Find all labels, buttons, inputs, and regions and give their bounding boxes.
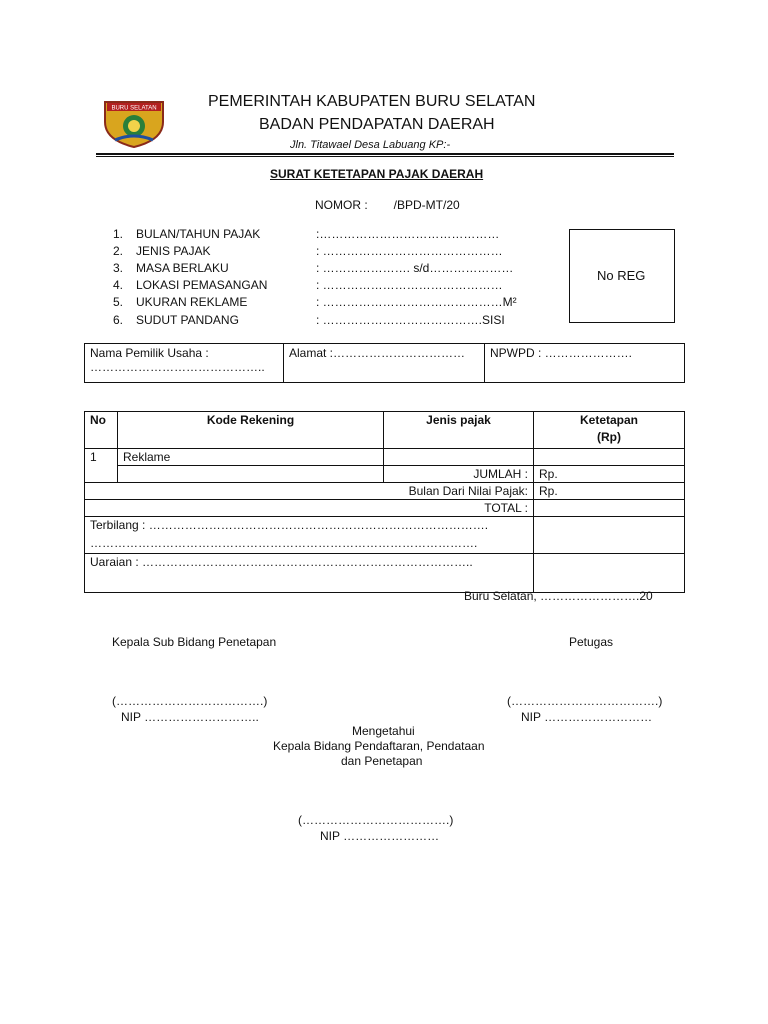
header-divider-thin bbox=[96, 156, 674, 157]
info-label: LOKASI PEMASANGAN bbox=[136, 278, 268, 292]
header-divider bbox=[96, 153, 674, 155]
kepala-bidang-title-cont: dan Penetapan bbox=[341, 754, 423, 768]
owner-name-label: Nama Pemilik Usaha : bbox=[90, 346, 209, 360]
signature-bottom: (……………………………….) bbox=[298, 813, 454, 827]
bulan-label: Bulan Dari Nilai Pajak: bbox=[85, 483, 534, 500]
terbilang-value bbox=[534, 517, 685, 554]
header-ketetapan bbox=[534, 412, 685, 449]
table-row bbox=[85, 517, 685, 554]
info-number: 1. bbox=[113, 227, 124, 241]
owner-npwpd-cell: NPWPD : …………………. bbox=[485, 344, 685, 383]
owner-table bbox=[84, 343, 685, 383]
jumlah-rp: Rp. bbox=[534, 466, 685, 483]
terbilang-cell bbox=[85, 517, 534, 554]
agency-name: BADAN PENDAPATAN DAERAH bbox=[259, 116, 495, 133]
info-label: MASA BERLAKU bbox=[136, 261, 229, 275]
table-row bbox=[85, 483, 685, 500]
row-ketetapan bbox=[534, 449, 685, 466]
nomor-value: /BPD-MT/20 bbox=[393, 198, 460, 212]
info-number: 2. bbox=[113, 244, 124, 258]
info-label: JENIS PAJAK bbox=[136, 244, 211, 258]
info-value: : ……………………………………… bbox=[316, 278, 503, 292]
jumlah-label: JUMLAH : bbox=[384, 466, 534, 483]
uraian-cell: Uaraian : ……………………………………………………………………….. bbox=[85, 554, 534, 593]
mengetahui-label: Mengetahui bbox=[352, 724, 415, 738]
government-name: PEMERINTAH KABUPATEN BURU SELATAN bbox=[208, 93, 536, 110]
info-number: 3. bbox=[113, 261, 124, 275]
info-number: 6. bbox=[113, 313, 124, 327]
kepala-bidang-title: Kepala Bidang Pendaftaran, Pendataan bbox=[273, 739, 485, 753]
total-value bbox=[534, 500, 685, 517]
place-date: Buru Selatan, …………………….20 bbox=[464, 589, 653, 603]
header-kode-rekening: Kode Rekening bbox=[118, 412, 384, 449]
row-kode: Reklame bbox=[118, 449, 384, 466]
nip-right: NIP ……………………… bbox=[521, 710, 653, 724]
info-value: : ……………………………………… bbox=[316, 244, 503, 258]
info-value: : …………………. s/d………………… bbox=[316, 261, 514, 275]
row-kode bbox=[118, 466, 384, 483]
info-number: 4. bbox=[113, 278, 124, 292]
row-no: 1 bbox=[85, 449, 118, 483]
nip-left: NIP ……………………….. bbox=[121, 710, 259, 724]
header-rp-label: (Rp) bbox=[597, 430, 621, 444]
header-ketetapan-label: Ketetapan bbox=[579, 413, 638, 427]
info-value: : ………………………………….SISI bbox=[316, 313, 505, 327]
uraian-value bbox=[534, 554, 685, 593]
info-label: UKURAN REKLAME bbox=[136, 295, 248, 309]
document-number bbox=[315, 198, 460, 212]
table-row bbox=[85, 500, 685, 517]
info-value: : ………………………………………M² bbox=[316, 295, 517, 309]
owner-name-dots: …………………………………….. bbox=[90, 360, 265, 374]
terbilang-text: Terbilang : …………………………………………………………………………. bbox=[90, 518, 489, 532]
info-label: SUDUT PANDANG bbox=[136, 313, 239, 327]
bulan-rp: Rp. bbox=[534, 483, 685, 500]
nip-bottom: NIP …………………… bbox=[320, 829, 440, 843]
table-row bbox=[85, 554, 685, 593]
registration-label: No REG bbox=[597, 268, 646, 283]
terbilang-cont: ……………………………………………………………………………………. bbox=[90, 536, 478, 550]
regency-seal-logo bbox=[101, 96, 167, 148]
kepala-sub-title: Kepala Sub Bidang Penetapan bbox=[112, 635, 277, 649]
table-row bbox=[85, 449, 685, 466]
tax-table bbox=[84, 411, 685, 593]
signature-left: (……………………………….) bbox=[112, 694, 268, 708]
signature-right: (……………………………….) bbox=[507, 694, 663, 708]
document-title: SURAT KETETAPAN PAJAK DAERAH bbox=[270, 167, 484, 181]
row-jenis bbox=[384, 449, 534, 466]
table-row bbox=[85, 466, 685, 483]
petugas-title: Petugas bbox=[569, 635, 614, 649]
header-no: No bbox=[85, 412, 118, 449]
owner-address-cell: Alamat :…………………………… bbox=[284, 344, 485, 383]
owner-name-cell bbox=[85, 344, 284, 383]
agency-address: Jln. Titawael Desa Labuang KP:- bbox=[290, 139, 451, 151]
nomor-label: NOMOR : bbox=[315, 198, 368, 212]
info-number: 5. bbox=[113, 295, 124, 309]
total-label: TOTAL : bbox=[85, 500, 534, 517]
header-jenis-pajak: Jenis pajak bbox=[384, 412, 534, 449]
seal-text: BURU SELATAN bbox=[111, 105, 157, 112]
info-value: :……………………………………… bbox=[316, 227, 500, 241]
info-label: BULAN/TAHUN PAJAK bbox=[136, 227, 261, 241]
